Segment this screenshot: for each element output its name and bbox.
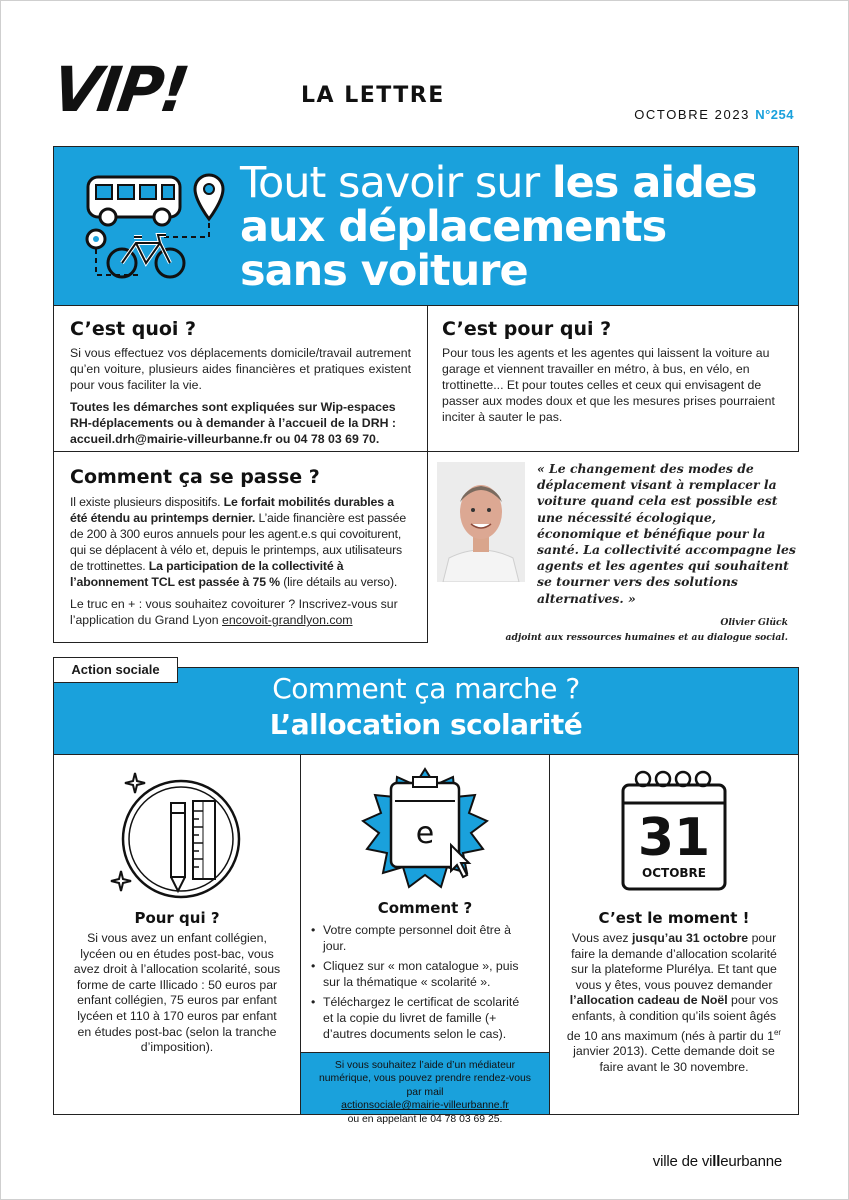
hero-title-bold-2: aux déplacements — [240, 202, 667, 252]
comment-passe-text: Il existe plusieurs dispositifs. Le forfait mobilités durables a été étendu au printemps dernier. L’aide financière est passée de 200 à 300 euros annuels pour les agent.e.s qui covoiturent, qui se déplacent à vélo et, depuis le printemps, aux utilisateurs de trottinettes. La participation de la collectivité à l’abonnement TCL est passée à 75 % (lire détails au verso). — [70, 495, 407, 589]
section-cest-pour-qui — [427, 305, 799, 452]
mediator-email-link[interactable]: actionsociale@mairie-villeurbanne.fr — [341, 1100, 509, 1112]
hero-title-bold-1: les aides — [551, 158, 757, 208]
calendar-icon — [609, 769, 739, 897]
transport-icon — [74, 165, 234, 289]
portrait-photo — [437, 462, 525, 582]
covoiturage-link[interactable]: encovoit-grandlyon.com — [222, 613, 353, 627]
pour-qui-title: Pour qui ? — [134, 909, 220, 927]
document-click-icon — [355, 765, 495, 895]
issue-month: OCTOBRE 2023 — [634, 107, 750, 122]
cest-le-moment-title: C’est le moment ! — [598, 909, 750, 927]
cest-pour-qui-title: C’est pour qui ? — [442, 318, 612, 340]
calendar-day: 31 — [637, 808, 711, 868]
list-item: • Cliquez sur « mon catalogue », puis sur la thématique « scolarité ». — [309, 959, 531, 990]
quote-author-role: adjoint aux ressources humaines et au dialogue social. — [505, 632, 788, 643]
issue-date — [634, 107, 794, 122]
allocation-title-1: Comment ça marche ? — [272, 672, 580, 705]
mediator-text: Si vous souhaitez l’aide d’un médiateur numérique, vous pouvez prendre rendez-vous par mail — [319, 1060, 531, 1098]
villeurbanne-logo: ville de villeurbanne — [652, 1153, 782, 1170]
allocation-title-2: L’allocation scolarité — [269, 708, 583, 741]
vip-logo: VIP! — [47, 53, 191, 126]
cest-quoi-text: Si vous effectuez vos déplacements domicile/travail autrement qu’en voiture, plusieurs aides financières et pratiques existent pour vous faciliter la vie. — [70, 346, 411, 392]
section-tag: Action sociale — [53, 657, 178, 683]
list-item: • Votre compte personnel doit être à jour. — [309, 923, 531, 954]
quote-author-name: Olivier Glück — [720, 617, 788, 628]
cest-pour-qui-text: Pour tous les agents et les agentes qui laissent la voiture au garage et viennent travailler en métro, à bus, en vélo, en trottinette... Et pour toutes celles et ceux qui envisagent de passer aux modes doux et que les mesures prises pourraient inciter à sauter le pas. — [442, 346, 775, 424]
section-comment-ca-se-passe — [53, 451, 428, 643]
comment-passe-title: Comment ça se passe ? — [70, 466, 320, 488]
hero-title — [240, 158, 757, 296]
list-item: • Téléchargez le certificat de scolarité et la copie du livret de famille (+ d’autres documents selon le cas). — [309, 995, 531, 1042]
cest-quoi-title: C’est quoi ? — [70, 318, 197, 340]
mediator-box — [300, 1052, 550, 1125]
issue-number: N°254 — [755, 107, 794, 122]
cest-le-moment-text: Vous avez jusqu’au 31 octobre pour faire la demande d’allocation scolarité sur la plateforme Plurélya. Et tant que vous y êtes, vous pouvez demander l’allocation cadeau de Noël pour vos enfants, à condition qu’ils soient âgés de 10 ans maximum (nés à partir du 1er janvier 2013). Cette demande doit se faire avant le 30 novembre. — [566, 931, 782, 1074]
logo-subtitle: LA LETTRE — [301, 83, 445, 108]
section-cest-quoi — [53, 305, 428, 452]
hero-band — [53, 146, 799, 306]
quote-author — [506, 615, 788, 645]
column-pour-qui — [53, 754, 301, 1115]
calendar-month: OCTOBRE — [642, 866, 706, 880]
school-supplies-icon — [97, 767, 257, 907]
icon-letter: e — [415, 816, 435, 851]
hero-title-light: Tout savoir sur — [240, 158, 540, 208]
column-cest-le-moment — [549, 754, 799, 1115]
pour-qui-text: Si vous avez un enfant collégien, lycéen ou en études post-bac, vous avez droit à l’allocation scolarité, sous forme de carte Illicado : 50 euros par enfant collégien, 75 euros par enfant lycéen et 110 à 170 euros par enfant en études post-bac (selon la tranche d’imposition). — [73, 931, 281, 1055]
mediator-phone: ou en appelant le 04 78 03 69 25. — [347, 1113, 503, 1125]
quote-text: « Le changement des modes de déplacement visant à remplacer la voiture quand cela est possible est une nécessité écologique, économique et bénéfique pour la santé. La collectivité accompagne les agents et les agentes qui souhaitent se tourner vers des solutions alternatives. » — [537, 461, 796, 606]
comment-title: Comment ? — [377, 899, 473, 917]
portrait-image — [437, 462, 525, 582]
hero-title-bold-3: sans voiture — [240, 246, 528, 296]
cest-quoi-contact: Toutes les démarches sont expliquées sur Wip-espaces RH-déplacements ou à demander à l’accueil de la DRH : accueil.drh@mairie-villeurbanne.fr ou 04 78 03 69 70. — [70, 400, 396, 446]
comment-passe-tip: Le truc en + : vous souhaitez covoiturer ? Inscrivez-vous sur l’application du Grand Lyon encovoit-grandlyon.com — [70, 597, 398, 627]
comment-steps — [301, 923, 549, 1042]
